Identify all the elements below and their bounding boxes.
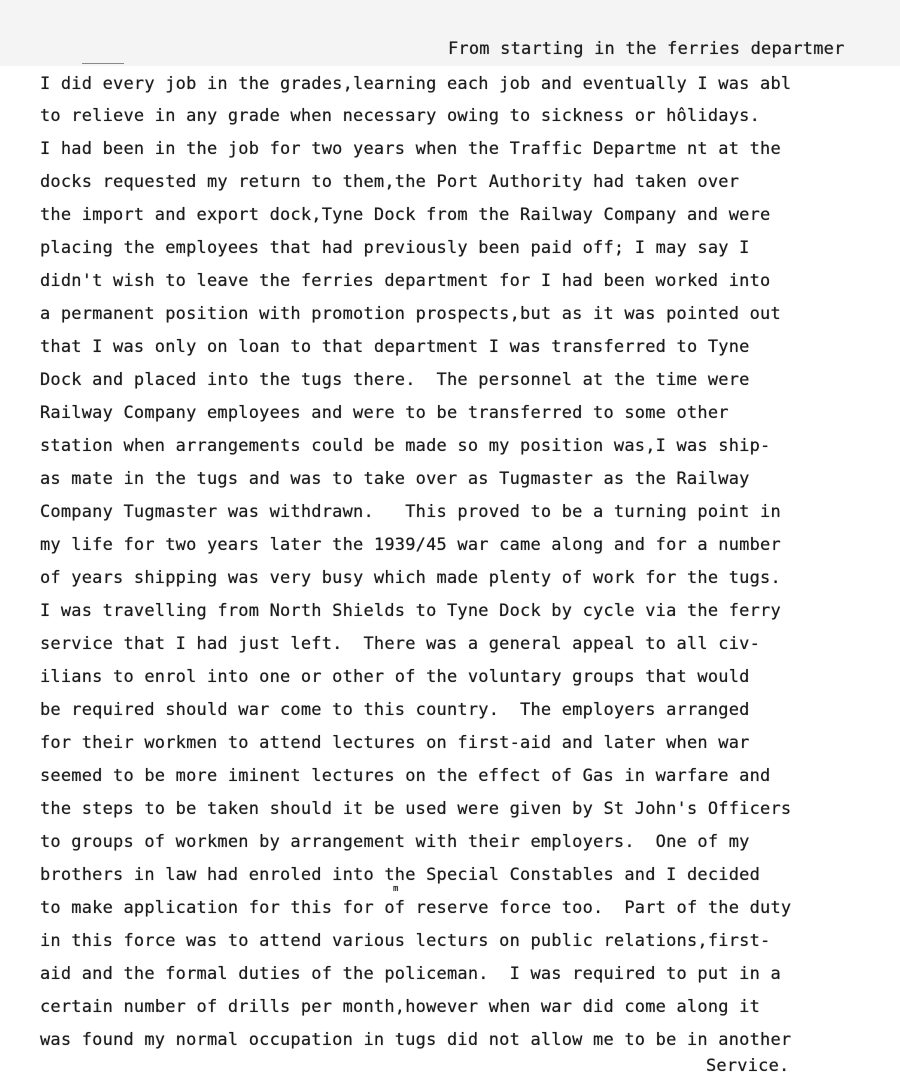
- text-line-6: the import and export dock,Tyne Dock from the Railway Company and were: [40, 205, 771, 225]
- overstrike-mark: m: [393, 884, 399, 894]
- text-line-2: I did every job in the grades,learning each job and eventually I was abl: [40, 74, 792, 94]
- text-line-31: was found my normal occupation in tugs did not allow me to be in another: [40, 1030, 792, 1050]
- text-line-10: that I was only on loan to that department I was transferred to Tyne: [40, 337, 750, 357]
- text-line-20: ilians to enrol into one or other of the voluntary groups that would: [40, 667, 750, 687]
- text-line-28: in this force was to attend various lecturs on public relations,first-: [40, 931, 771, 951]
- text-line-4: I had been in the job for two years when the Traffic Departme nt at the: [40, 139, 781, 159]
- text-line-12: Railway Company employees and were to be transferred to some other: [40, 403, 729, 423]
- text-line-15: Company Tugmaster was withdrawn. This proved to be a turning point in: [40, 502, 781, 522]
- text-line-22: for their workmen to attend lectures on first-aid and later when war: [40, 733, 750, 753]
- text-line-11: Dock and placed into the tugs there. The personnel at the time were: [40, 370, 750, 390]
- text-line-14: as mate in the tugs and was to take over as Tugmaster as the Railway: [40, 469, 750, 489]
- text-line-17: of years shipping was very busy which made plenty of work for the tugs.: [40, 568, 781, 588]
- text-line-8: didn't wish to leave the ferries department for I had been worked into: [40, 271, 771, 291]
- text-line-23: seemed to be more iminent lectures on the effect of Gas in warfare and: [40, 766, 771, 786]
- text-line-16: my life for two years later the 1939/45 war came along and for a number: [40, 535, 781, 555]
- text-line-21: be required should war come to this country. The employers arranged: [40, 700, 750, 720]
- text-line-32: Service.: [706, 1056, 790, 1076]
- text-line-27: to make application for this for of reserve force too. Part of the duty: [40, 898, 792, 918]
- text-line-5: docks requested my return to them,the Port Authority had taken over: [40, 172, 740, 192]
- text-line-1: From starting in the ferries departmer: [448, 39, 845, 59]
- text-line-30: certain number of drills per month,however when war did come along it: [40, 997, 761, 1017]
- text-line-26: brothers in law had enroled into the Special Constables and I decided: [40, 865, 761, 885]
- text-line-19: service that I had just left. There was a general appeal to all civ-: [40, 634, 761, 654]
- text-line-9: a permanent position with promotion prospects,but as it was pointed out: [40, 304, 781, 324]
- text-line-7: placing the employees that had previously been paid off; I may say I: [40, 238, 750, 258]
- text-line-13: station when arrangements could be made so my position was,I was ship-: [40, 436, 771, 456]
- text-line-29: aid and the formal duties of the policeman. I was required to put in a: [40, 964, 781, 984]
- text-line-18: I was travelling from North Shields to Tyne Dock by cycle via the ferry: [40, 601, 781, 621]
- text-line-25: to groups of workmen by arrangement with their employers. One of my: [40, 832, 750, 852]
- text-line-3: to relieve in any grade when necessary owing to sickness or hôlidays.: [40, 106, 761, 126]
- text-line-24: the steps to be taken should it be used were given by St John's Officers: [40, 799, 792, 819]
